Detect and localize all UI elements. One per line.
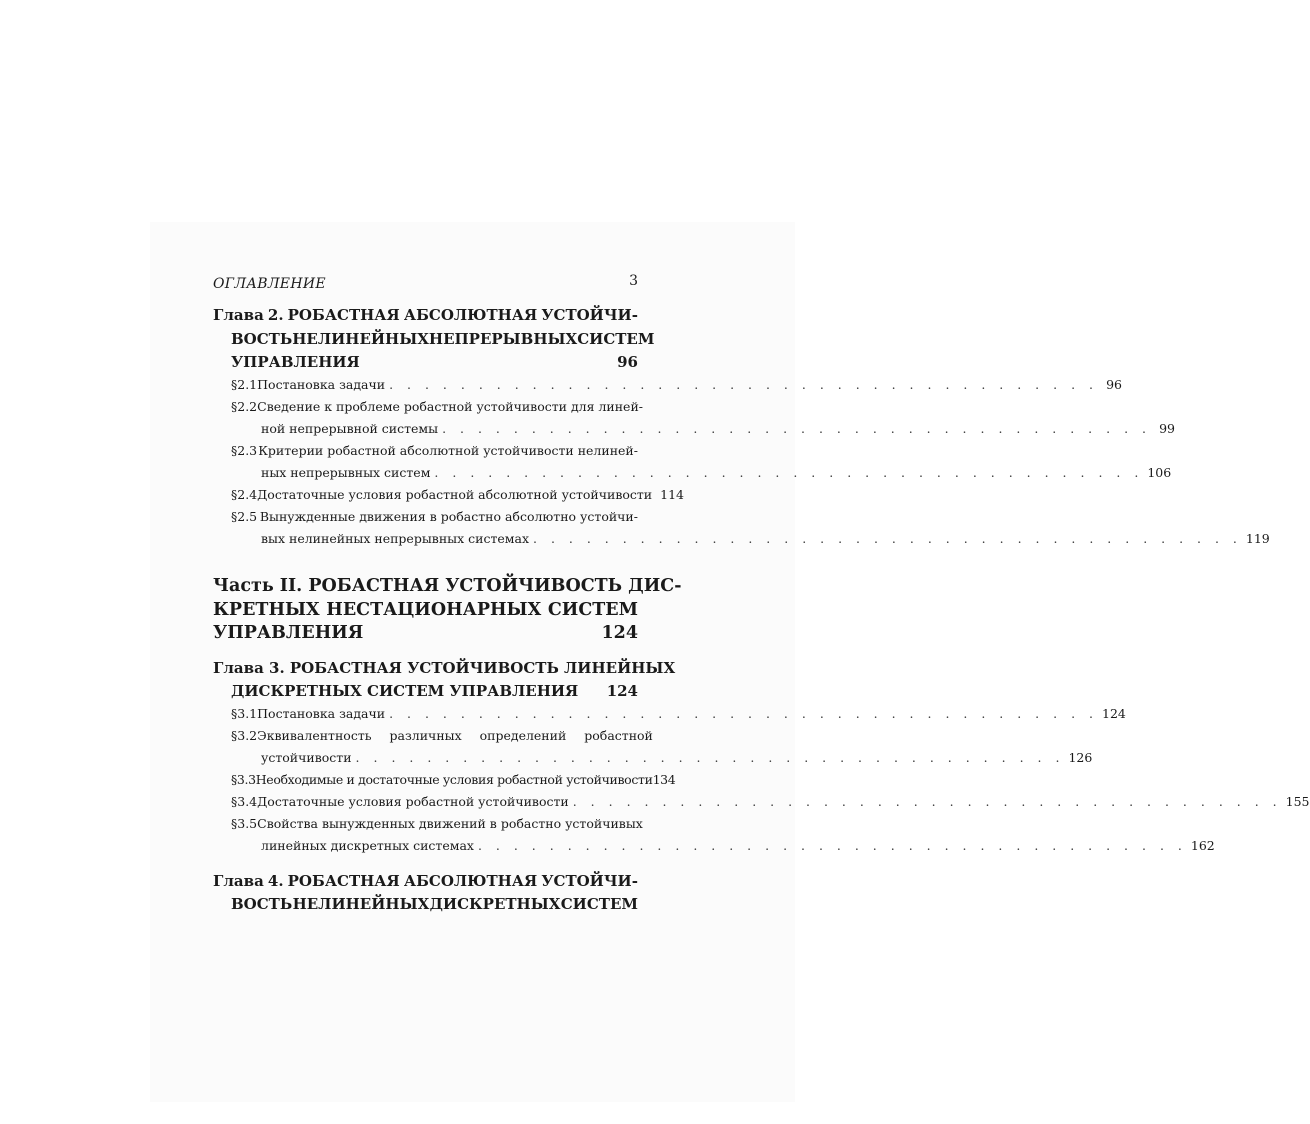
toc-entry-3-5-cont[interactable]	[261, 838, 1215, 853]
toc-word: НЕЛИНЕЙНЫХ	[292, 895, 430, 913]
section-number: §2.5	[231, 509, 258, 524]
chapter-3-page: 124	[606, 682, 638, 700]
section-number: §3.3	[231, 772, 256, 787]
section-page: 134	[652, 772, 676, 787]
part-2-title-line-3[interactable]	[213, 623, 638, 643]
chapter-3-title-line-2[interactable]	[231, 682, 638, 700]
toc-word: СИСТЕМ	[547, 600, 638, 620]
toc-word: СИСТЕМ	[577, 330, 655, 348]
toc-entry-2-4[interactable]	[231, 487, 684, 502]
toc-word: Глава	[213, 872, 264, 890]
toc-entry-3-3[interactable]	[231, 772, 676, 787]
section-title-continued: линейных дискретных системах	[261, 838, 474, 853]
toc-entry-3-4[interactable]	[231, 794, 1310, 809]
section-number: §3.4	[231, 794, 258, 809]
section-title: Постановка задачи	[257, 377, 386, 392]
toc-word: АБСОЛЮТНАЯ	[403, 306, 538, 324]
toc-text: Часть II. РОБАСТНАЯ УСТОЙЧИВОСТЬ ДИС-	[213, 576, 682, 596]
dot-leaders: . . . . . . . . . . . . . . . . . . . . . . . . . . . . . . . . . . . . . . . .	[389, 377, 1098, 392]
toc-entry-2-2[interactable]	[231, 399, 644, 414]
dot-leaders: . . . . . . . . . . . . . . . . . . . . . . . . . . . . . . . . . . . . . . . .	[477, 838, 1187, 853]
section-page: 96	[1106, 377, 1122, 392]
toc-word: АБСОЛЮТНАЯ	[403, 872, 538, 890]
toc-entry-3-1[interactable]	[231, 706, 1126, 721]
toc-word: РОБАСТНАЯ	[287, 872, 400, 890]
toc-word: ДИСКРЕТНЫХ	[429, 895, 561, 913]
toc-word: УСТОЙЧИ-	[541, 872, 638, 890]
section-title: Достаточные условия робастной абсолютной устойчивости	[257, 487, 653, 502]
toc-word: 4.	[267, 872, 284, 890]
dot-leaders: . . . . . . . . . . . . . . . . . . . . . . . . . . . . . . . . . . . . . . . .	[533, 531, 1242, 546]
toc-word: НЕСТАЦИОНАРНЫХ	[326, 600, 542, 620]
toc-word: ВОСТЬ	[231, 895, 293, 913]
section-title-continued: ных непрерывных систем	[261, 465, 431, 480]
toc-word: НЕПРЕРЫВНЫХ	[428, 330, 578, 348]
toc-word: РОБАСТНАЯ	[287, 306, 400, 324]
page-number: 3	[629, 273, 638, 289]
toc-entry-2-1[interactable]	[231, 377, 1122, 392]
dot-leaders: . . . . . . . . . . . . . . . . . . . . . . . . . . . . . . . . . . . . . . . .	[434, 465, 1144, 480]
toc-word: 2.	[267, 306, 284, 324]
section-page: 155	[1285, 794, 1310, 809]
chapter-4-title-line-1	[213, 872, 638, 890]
section-page: 106	[1147, 465, 1172, 480]
section-title: Постановка задачи	[257, 706, 386, 721]
toc-word: НЕЛИНЕЙНЫХ	[292, 330, 429, 348]
part-2-page: 124	[601, 623, 638, 643]
toc-word: УСТОЙЧИ-	[541, 306, 638, 324]
section-number: §3.5	[231, 816, 258, 831]
section-title: Свойства вынужденных движений в робастно устойчивых	[257, 816, 643, 831]
toc-entry-2-3-cont[interactable]	[261, 465, 1172, 480]
toc-entry-2-5[interactable]	[231, 509, 638, 524]
toc-entry-2-3[interactable]	[231, 443, 638, 458]
chapter-2-title-line-1	[213, 306, 638, 324]
toc-text: ДИСКРЕТНЫХ СИСТЕМ УПРАВЛЕНИЯ	[231, 682, 579, 700]
section-page: 126	[1068, 750, 1093, 765]
toc-text: Глава 3. РОБАСТНАЯ УСТОЙЧИВОСТЬ ЛИНЕЙНЫХ	[213, 659, 676, 677]
section-title: Вынужденные движения в робастно абсолютно устойчи-	[259, 509, 638, 524]
section-number: §2.3	[231, 443, 258, 458]
section-title-continued: устойчивости	[261, 750, 352, 765]
chapter-2-title-line-3[interactable]	[231, 353, 638, 371]
dot-leaders: . . . . . . . . . . . . . . . . . . . . . . . . . . . . . . . . . . . . . . . .	[355, 750, 1065, 765]
section-title-continued: вых нелинейных непрерывных системах	[261, 531, 529, 546]
section-number: §2.1	[231, 377, 258, 392]
part-2-title-line-1	[213, 576, 682, 596]
section-number: §3.1	[231, 706, 258, 721]
toc-entry-2-5-cont[interactable]	[261, 531, 1270, 546]
chapter-4-title-line-2	[231, 895, 638, 913]
toc-entry-3-2-cont[interactable]	[261, 750, 1093, 765]
section-title-continued: ной непрерывной системы	[261, 421, 439, 436]
section-page: 124	[1102, 706, 1126, 721]
section-number: §2.4	[231, 487, 258, 502]
section-title: Достаточные условия робастной устойчивости	[257, 794, 569, 809]
dot-leaders: . . . . . . . . . . . . . . . . . . . . . . . . . . . . . . . . . . . . . . . .	[572, 794, 1282, 809]
section-page: 119	[1245, 531, 1270, 546]
toc-word: СИСТЕМ	[560, 895, 638, 913]
running-header	[213, 273, 638, 292]
section-title: Необходимые и достаточные условия робастной устойчивости	[255, 772, 653, 787]
toc-word: УПРАВЛЕНИЯ	[213, 623, 364, 643]
section-page: 114	[660, 487, 684, 502]
section-number: §3.2	[231, 728, 258, 743]
section-number: §2.2	[231, 399, 258, 414]
section-title: Сведение к проблеме робастной устойчивости для линей-	[257, 399, 644, 414]
section-title: Эквивалентность различных определений робастной	[257, 728, 653, 743]
section-page: 162	[1190, 838, 1215, 853]
page-header-title: ОГЛАВЛЕНИЕ	[213, 276, 326, 292]
toc-entry-2-2-cont[interactable]	[261, 421, 1175, 436]
chapter-2-page: 96	[617, 353, 638, 371]
chapter-2-title-line-2	[231, 330, 655, 348]
section-page: 99	[1159, 421, 1175, 436]
toc-word: Глава	[213, 306, 264, 324]
toc-word: КРЕТНЫХ	[213, 600, 320, 620]
part-2-title-line-2	[213, 600, 638, 620]
dot-leaders: . . . . . . . . . . . . . . . . . . . . . . . . . . . . . . . . . . . . . . . .	[442, 421, 1151, 436]
chapter-3-title-line-1	[213, 659, 676, 677]
toc-word: ВОСТЬ	[231, 330, 293, 348]
dot-leaders: . . . . . . . . . . . . . . . . . . . . . . . . . . . . . . . . . . . . . . . .	[389, 706, 1098, 721]
toc-word: УПРАВЛЕНИЯ	[231, 353, 360, 371]
toc-entry-3-5[interactable]	[231, 816, 643, 831]
toc-entry-3-2[interactable]	[231, 728, 653, 743]
section-title: Критерии робастной абсолютной устойчивости нелиней-	[258, 443, 638, 458]
